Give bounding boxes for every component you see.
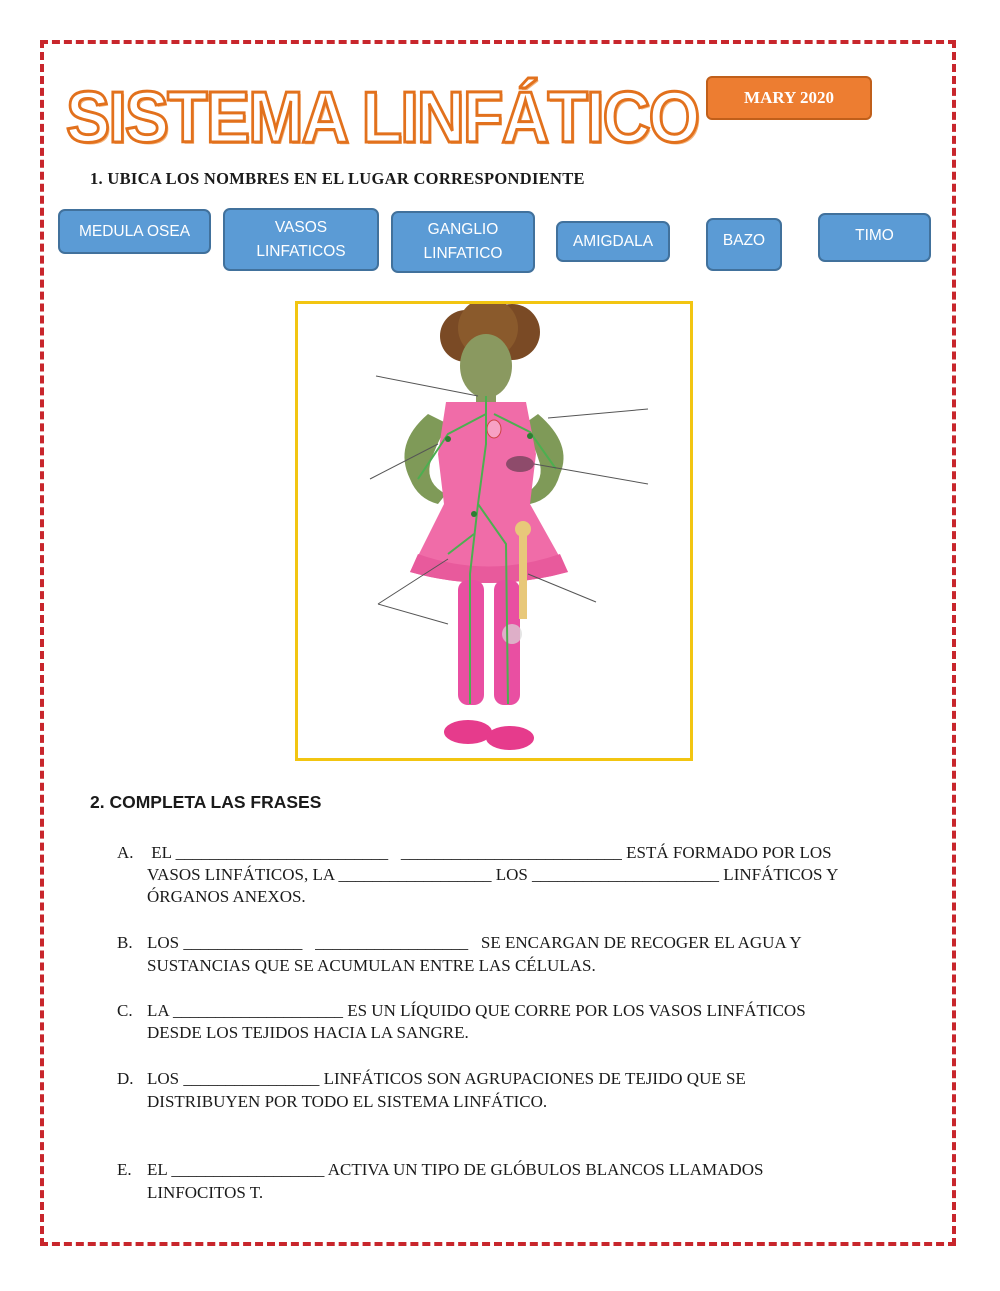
lymph-node <box>471 511 477 517</box>
word-chip-label: MEDULA OSEA <box>78 222 191 240</box>
sentence-line: LINFOCITOS T. <box>147 1183 264 1202</box>
sentence-line: ÓRGANOS ANEXOS. <box>147 887 306 906</box>
word-chip-label: GANGLIO <box>427 221 499 238</box>
sentence-letter: A. <box>117 843 134 862</box>
thymus <box>487 420 501 438</box>
sentence-d <box>117 1068 917 1116</box>
page-title: SISTEMA LINFÁTICO <box>66 78 699 158</box>
sentence-letter: C. <box>117 1001 133 1020</box>
word-chip-bazo[interactable] <box>706 218 782 271</box>
head <box>460 334 512 398</box>
word-chip-timo[interactable] <box>818 213 931 262</box>
word-chip-label: VASOS <box>274 218 328 236</box>
word-chip-label: BAZO <box>722 232 766 249</box>
sentence-letter: D. <box>117 1069 134 1088</box>
knee-joint <box>502 624 522 644</box>
sentence-letter: E. <box>117 1160 132 1179</box>
word-chip-vasos-linfaticos[interactable] <box>223 208 379 271</box>
word-chip-amigdala[interactable] <box>556 221 670 262</box>
sentence-line: SUSTANCIAS QUE SE ACUMULAN ENTRE LAS CÉLULAS. <box>147 956 596 975</box>
lymph-node <box>445 436 451 442</box>
pointer-line-2 <box>548 409 648 418</box>
sentence-line: EL _________________________ __________________________ ESTÁ FORMADO POR LOS <box>147 843 832 862</box>
sentence-line: EL __________________ ACTIVA UN TIPO DE GLÓBULOS BLANCOS LLAMADOS <box>147 1160 764 1179</box>
date-badge: MARY 2020 <box>706 76 872 120</box>
sentence-line: DISTRIBUYEN POR TODO EL SISTEMA LINFÁTICO. <box>147 1092 548 1111</box>
sentence-b <box>117 932 917 980</box>
question-2-instruction: 2. COMPLETA LAS FRASES <box>90 792 322 812</box>
sentence-line: DESDE LOS TEJIDOS HACIA LA SANGRE. <box>147 1023 469 1042</box>
child-illustration <box>298 304 690 758</box>
question-1-instruction: 1. UBICA LOS NOMBRES EN EL LUGAR CORRESPONDIENTE <box>90 169 585 188</box>
word-chip-label: TIMO <box>855 227 894 244</box>
word-chip-ganglio-linfatico[interactable] <box>391 211 535 273</box>
pointer-line-5b <box>378 604 448 624</box>
sentence-line: LOS ________________ LINFÁTICOS SON AGRUPACIONES DE TEJIDO QUE SE <box>147 1069 746 1088</box>
left-shoe <box>444 720 492 744</box>
word-chip-label: AMIGDALA <box>572 232 654 250</box>
word-chip-medula-osea[interactable] <box>58 209 211 254</box>
pointer-line-6 <box>528 574 596 602</box>
sentence-e <box>117 1159 917 1207</box>
sentence-line: LOS ______________ __________________ SE ENCARGAN DE RECOGER EL AGUA Y <box>147 933 802 952</box>
bone-marrow-femur <box>519 529 527 619</box>
sentence-letter: B. <box>117 933 133 952</box>
sentence-c <box>117 1000 917 1048</box>
right-shoe <box>486 726 534 750</box>
lymphatic-system-figure <box>295 301 693 761</box>
sentence-line: VASOS LINFÁTICOS, LA __________________ LOS ______________________ LINFÁTICOS Y <box>147 865 839 884</box>
word-chip-label: LINFATICO <box>423 245 503 262</box>
sentence-line: LA ____________________ ES UN LÍQUIDO QUE CORRE POR LOS VASOS LINFÁTICOS <box>147 1001 806 1020</box>
lymph-node <box>527 433 533 439</box>
bone-end <box>515 521 531 537</box>
word-chip-label: LINFATICOS <box>256 242 346 260</box>
spleen <box>506 456 534 472</box>
sentence-a <box>117 842 917 912</box>
